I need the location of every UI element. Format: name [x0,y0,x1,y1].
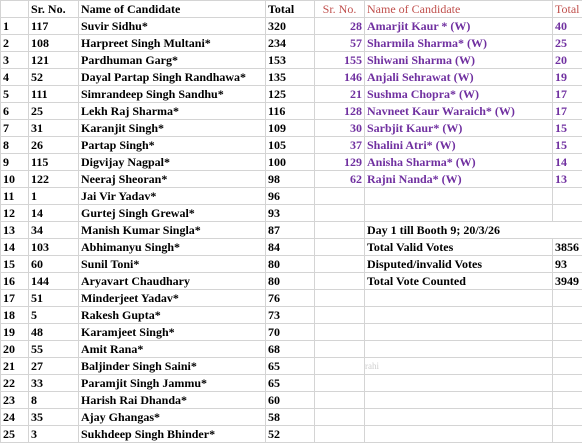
empty-cell [315,239,365,256]
women-sr-no: 155 [315,52,365,69]
candidate-sr-no: 3 [29,426,79,443]
candidate-total: 80 [266,256,315,273]
summary-note: Day 1 till Booth 9; 20/3/26 [365,222,582,239]
row-serial: 2 [1,35,29,52]
candidate-sr-no: 117 [29,18,79,35]
candidate-name: Sukhdeep Singh Bhinder* [79,426,266,443]
candidate-total: 320 [266,18,315,35]
candidate-name: Paramjit Singh Jammu* [79,375,266,392]
disputed-invalid-votes-value: 93 [553,256,582,273]
candidate-sr-no: 115 [29,154,79,171]
row-serial: 24 [1,409,29,426]
candidate-total: 98 [266,171,315,188]
empty-cell [553,392,582,409]
women-sr-no: 37 [315,137,365,154]
candidate-total: 153 [266,52,315,69]
candidate-sr-no: 103 [29,239,79,256]
row-serial: 6 [1,103,29,120]
candidate-sr-no: 111 [29,86,79,103]
table-row [1,120,582,137]
empty-cell [553,341,582,358]
empty-cell [365,188,553,205]
candidate-sr-no: 25 [29,103,79,120]
candidate-name: Simrandeep Singh Sandhu* [79,86,266,103]
table-row [1,52,582,69]
empty-cell [553,205,582,222]
table-row [1,35,582,52]
candidate-name: Ajay Ghangas* [79,409,266,426]
candidate-total: 73 [266,307,315,324]
empty-cell [553,426,582,443]
row-serial: 5 [1,86,29,103]
women-sr-no: 129 [315,154,365,171]
empty-cell [315,256,365,273]
empty-cell [365,205,553,222]
row-serial: 20 [1,341,29,358]
row-serial: 15 [1,256,29,273]
candidate-sr-no: 60 [29,256,79,273]
candidate-sr-no: 33 [29,375,79,392]
row-serial: 16 [1,273,29,290]
table-row [1,154,582,171]
women-sr-no: 30 [315,120,365,137]
women-candidate-name: Anisha Sharma* (W) [365,154,553,171]
candidate-name: Gurtej Singh Grewal* [79,205,266,222]
empty-cell [315,426,365,443]
empty-cell [315,375,365,392]
candidate-total: 60 [266,392,315,409]
disputed-invalid-votes-label: Disputed/invalid Votes [365,256,553,273]
row-serial: 19 [1,324,29,341]
women-sr-no: 128 [315,103,365,120]
table-row [1,137,582,154]
candidate-name: Harpreet Singh Multani* [79,35,266,52]
empty-cell [315,358,365,375]
candidate-name: Baljinder Singh Saini* [79,358,266,375]
table-row [1,324,582,341]
table-row [1,307,582,324]
candidate-total: 58 [266,409,315,426]
women-candidate-name: Sarbjit Kaur* (W) [365,120,553,137]
candidate-total: 84 [266,239,315,256]
row-serial: 22 [1,375,29,392]
candidate-sr-no: 26 [29,137,79,154]
empty-cell [553,188,582,205]
candidate-name: Karamjeet Singh* [79,324,266,341]
table-row [1,222,582,239]
candidate-name: Abhimanyu Singh* [79,239,266,256]
empty-cell [553,409,582,426]
candidate-total: 87 [266,222,315,239]
women-candidate-name: Sushma Chopra* (W) [365,86,553,103]
row-serial: 25 [1,426,29,443]
women-total: 14 [553,154,582,171]
header-serial [1,1,29,18]
candidate-total: 109 [266,120,315,137]
table-row [1,205,582,222]
candidate-sr-no: 5 [29,307,79,324]
candidate-sr-no: 144 [29,273,79,290]
candidate-sr-no: 108 [29,35,79,52]
women-candidate-name: Shiwani Sharma (W) [365,52,553,69]
women-total: 17 [553,86,582,103]
empty-cell [365,290,553,307]
women-sr-no: 57 [315,35,365,52]
women-total: 40 [553,18,582,35]
empty-cell [553,307,582,324]
women-total: 15 [553,120,582,137]
empty-cell [365,392,553,409]
total-valid-votes-value: 3856 [553,239,582,256]
empty-cell [315,341,365,358]
candidate-total: 125 [266,86,315,103]
header-sr-no: Sr. No. [29,1,79,18]
candidate-name: Partap Singh* [79,137,266,154]
table-row [1,18,582,35]
candidate-total: 76 [266,290,315,307]
women-sr-no: 28 [315,18,365,35]
row-serial: 17 [1,290,29,307]
candidate-name: Manish Kumar Singla* [79,222,266,239]
candidate-total: 135 [266,69,315,86]
candidate-total: 68 [266,341,315,358]
women-sr-no: 21 [315,86,365,103]
women-candidate-name: Sharmila Sharma* (W) [365,35,553,52]
table-row [1,86,582,103]
table-row [1,273,582,290]
empty-cell [315,409,365,426]
row-serial: 3 [1,52,29,69]
header-sr-no-women: Sr. No. [315,1,365,18]
candidate-total: 116 [266,103,315,120]
table-row [1,69,582,86]
empty-cell [315,290,365,307]
table-row [1,256,582,273]
candidate-sr-no: 51 [29,290,79,307]
candidate-name: Pardhuman Garg* [79,52,266,69]
candidate-name: Aryavart Chaudhary [79,273,266,290]
row-serial: 12 [1,205,29,222]
empty-cell [315,222,365,239]
table-row [1,341,582,358]
table-row [1,171,582,188]
candidate-sr-no: 14 [29,205,79,222]
empty-cell [315,273,365,290]
table-row [1,392,582,409]
candidate-name: Minderjeet Yadav* [79,290,266,307]
candidate-total: 65 [266,375,315,392]
header-row [1,1,582,18]
empty-cell [315,324,365,341]
candidate-total: 100 [266,154,315,171]
row-serial: 14 [1,239,29,256]
women-total: 19 [553,69,582,86]
table-row [1,426,582,443]
header-total-women: Total [553,1,582,18]
candidate-sr-no: 55 [29,341,79,358]
table-row [1,358,582,375]
candidate-name: Suvir Sidhu* [79,18,266,35]
candidate-name: Harish Rai Dhanda* [79,392,266,409]
candidate-sr-no: 34 [29,222,79,239]
row-serial: 1 [1,18,29,35]
row-serial: 11 [1,188,29,205]
empty-cell [365,324,553,341]
empty-cell [315,188,365,205]
row-serial: 8 [1,137,29,154]
women-total: 25 [553,35,582,52]
candidate-sr-no: 8 [29,392,79,409]
candidate-total: 65 [266,358,315,375]
candidate-name: Lekh Raj Sharma* [79,103,266,120]
total-vote-counted-label: Total Vote Counted [365,273,553,290]
row-serial: 4 [1,69,29,86]
empty-cell [365,409,553,426]
empty-cell [365,375,553,392]
candidate-total: 70 [266,324,315,341]
women-total: 15 [553,137,582,154]
women-candidate-name: Anjali Sehrawat (W) [365,69,553,86]
women-sr-no: 146 [315,69,365,86]
candidate-total: 93 [266,205,315,222]
candidate-sr-no: 35 [29,409,79,426]
women-sr-no: 62 [315,171,365,188]
header-candidate-name-women: Name of Candidate [365,1,553,18]
candidate-total: 96 [266,188,315,205]
table-row [1,103,582,120]
candidate-name: Rakesh Gupta* [79,307,266,324]
table-row [1,375,582,392]
women-total: 17 [553,103,582,120]
empty-cell [315,392,365,409]
empty-cell [553,358,582,375]
women-total: 20 [553,52,582,69]
empty-cell [315,307,365,324]
women-candidate-name: Amarjit Kaur * (W) [365,18,553,35]
watermark-text: rahi [365,358,553,375]
candidate-name: Jai Vir Yadav* [79,188,266,205]
women-total: 13 [553,171,582,188]
table-row [1,290,582,307]
empty-cell [553,375,582,392]
total-vote-counted-value: 3949 [553,273,582,290]
empty-cell [365,307,553,324]
candidate-sr-no: 121 [29,52,79,69]
candidate-name: Dayal Partap Singh Randhawa* [79,69,266,86]
row-serial: 18 [1,307,29,324]
candidate-total: 80 [266,273,315,290]
empty-cell [315,205,365,222]
row-serial: 7 [1,120,29,137]
table-row [1,409,582,426]
candidate-name: Amit Rana* [79,341,266,358]
header-candidate-name: Name of Candidate [79,1,266,18]
candidate-name: Sunil Toni* [79,256,266,273]
candidate-total: 234 [266,35,315,52]
row-serial: 23 [1,392,29,409]
row-serial: 13 [1,222,29,239]
total-valid-votes-label: Total Valid Votes [365,239,553,256]
women-candidate-name: Shalini Atri* (W) [365,137,553,154]
candidate-sr-no: 1 [29,188,79,205]
candidate-name: Neeraj Sheoran* [79,171,266,188]
candidate-sr-no: 48 [29,324,79,341]
row-serial: 21 [1,358,29,375]
empty-cell [553,290,582,307]
row-serial: 10 [1,171,29,188]
candidate-name: Karanjit Singh* [79,120,266,137]
candidate-sr-no: 122 [29,171,79,188]
empty-cell [553,324,582,341]
candidate-total: 105 [266,137,315,154]
women-candidate-name: Navneet Kaur Waraich* (W) [365,103,553,120]
women-candidate-name: Rajni Nanda* (W) [365,171,553,188]
table-row [1,239,582,256]
row-serial: 9 [1,154,29,171]
candidate-sr-no: 27 [29,358,79,375]
empty-cell [365,426,553,443]
candidate-name: Digvijay Nagpal* [79,154,266,171]
candidate-total: 52 [266,426,315,443]
candidate-sr-no: 52 [29,69,79,86]
empty-cell [365,341,553,358]
candidate-sr-no: 31 [29,120,79,137]
table-row [1,188,582,205]
header-total: Total [266,1,315,18]
